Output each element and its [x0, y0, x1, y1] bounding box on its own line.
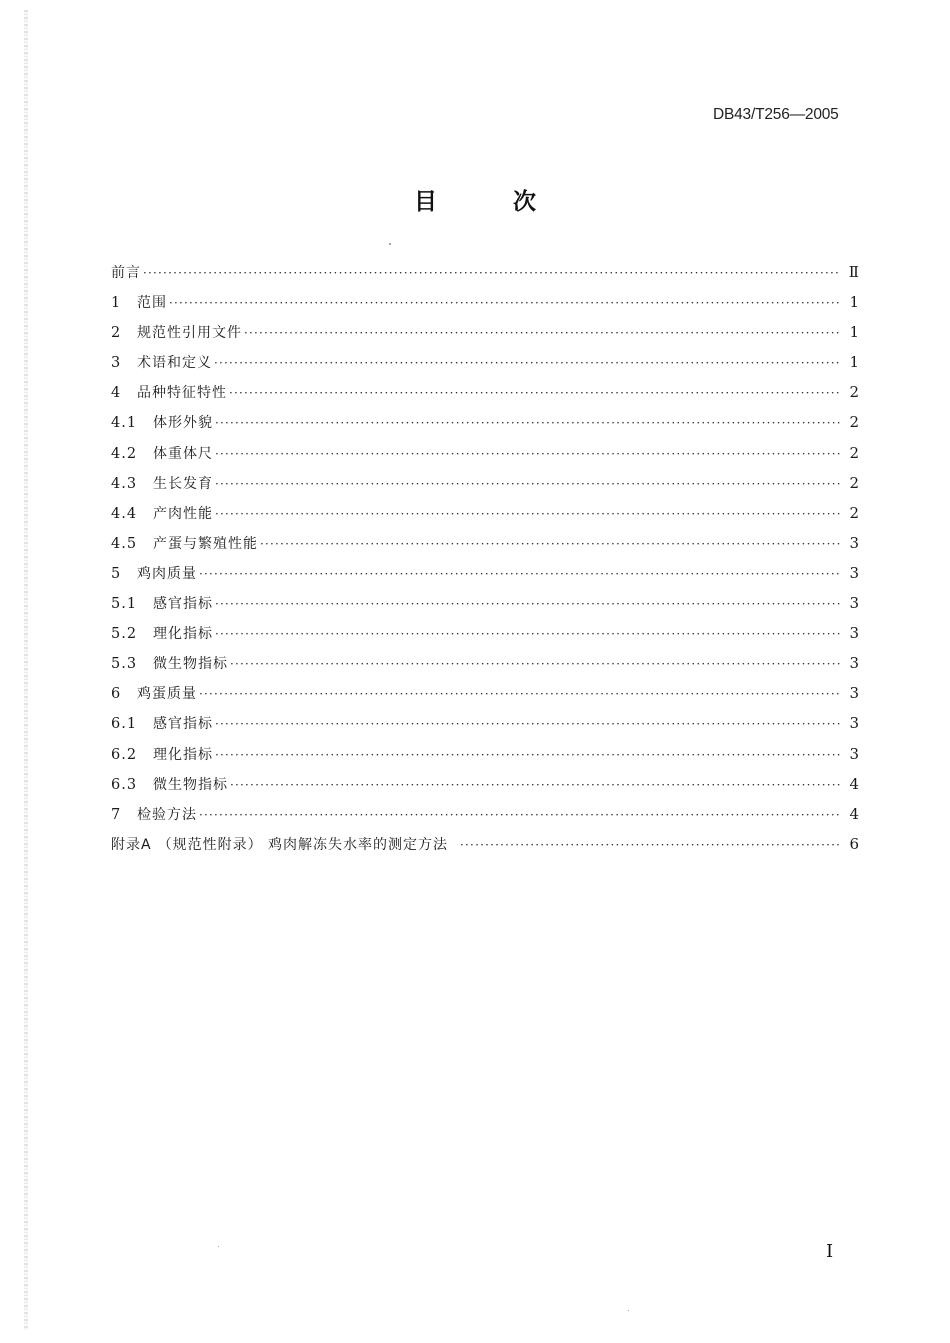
toc-entry-2[interactable]	[111, 322, 859, 352]
toc-label: 感官指标	[153, 716, 213, 733]
toc-label: 微生物指标	[153, 776, 228, 793]
toc-page: 4	[849, 804, 859, 823]
toc-label: 范围	[137, 295, 167, 312]
standard-code: DB43/T256—2005	[713, 106, 839, 123]
toc-page: 3	[849, 624, 859, 643]
toc-label: 生长发育	[153, 475, 213, 492]
toc-number: 4.2	[111, 445, 138, 462]
toc-entry-4-1[interactable]	[111, 412, 859, 442]
toc-entry-3[interactable]	[111, 352, 859, 382]
toc-entry-5-1[interactable]	[111, 593, 859, 623]
toc-entry-4-4[interactable]	[111, 503, 859, 533]
toc-label: 术语和定义	[137, 355, 212, 372]
toc-number: 6	[111, 686, 121, 703]
toc-page: Ⅱ	[848, 263, 859, 281]
scan-speck	[218, 1246, 219, 1247]
toc-label: 理化指标	[153, 746, 213, 763]
toc-number: 5.1	[111, 596, 138, 613]
toc-number: 6.2	[111, 746, 138, 763]
toc-number: 4.1	[111, 415, 138, 432]
toc-number: 4.3	[111, 475, 138, 492]
toc-leader-dots	[143, 266, 841, 280]
toc-entry-5-2[interactable]	[111, 623, 859, 653]
toc-entry-5[interactable]	[111, 563, 859, 593]
toc-label: 体形外貌	[153, 415, 213, 432]
toc-entry-6[interactable]	[111, 683, 859, 713]
toc-leader-dots	[230, 778, 841, 792]
toc-entry-6-1[interactable]	[111, 713, 859, 743]
toc-label: 产蛋与繁殖性能	[153, 535, 258, 552]
toc-page: 1	[849, 323, 859, 342]
toc-entry-4-2[interactable]	[111, 443, 859, 473]
toc-number: 6.3	[111, 776, 138, 793]
toc-page: 3	[849, 714, 859, 733]
toc-leader-dots	[215, 416, 841, 430]
toc-number: 4	[111, 385, 121, 402]
toc-page: 3	[849, 654, 859, 673]
toc-page: 4	[849, 774, 859, 793]
toc-label: 前言	[111, 265, 141, 281]
toc-leader-dots	[215, 447, 841, 461]
toc-label: （规范性附录） 鸡肉解冻失水率的测定方法	[157, 836, 449, 853]
toc-leader-dots	[260, 537, 841, 551]
toc-label: 鸡蛋质量	[137, 686, 197, 703]
scan-speck	[389, 243, 391, 245]
toc-page: 6	[849, 834, 859, 853]
toc-number: 5	[111, 565, 121, 582]
title-char-1: 目	[414, 189, 437, 215]
toc-entry-7[interactable]	[111, 804, 859, 834]
toc-entry-4[interactable]	[111, 382, 859, 412]
toc-page: 2	[849, 503, 859, 522]
toc-label: 微生物指标	[153, 656, 228, 673]
toc-page: 1	[849, 293, 859, 312]
toc-leader-dots	[215, 748, 841, 762]
toc-leader-dots	[199, 687, 841, 701]
toc-leader-dots	[244, 326, 841, 340]
toc-label: 鸡肉质量	[137, 565, 197, 582]
page-title	[0, 183, 950, 216]
page-number: I	[826, 1241, 834, 1262]
toc-entry-5-3[interactable]	[111, 653, 859, 683]
toc-page: 2	[849, 473, 859, 492]
toc-page: 3	[849, 684, 859, 703]
toc-entry-preface[interactable]	[111, 262, 859, 292]
toc-entry-6-2[interactable]	[111, 744, 859, 774]
toc-leader-dots	[215, 477, 841, 491]
toc-page: 3	[849, 563, 859, 582]
scan-speck	[628, 1310, 629, 1311]
toc-leader-dots	[199, 808, 841, 822]
toc-page: 1	[849, 353, 859, 372]
toc-entry-1[interactable]	[111, 292, 859, 322]
toc-leader-dots	[199, 567, 841, 581]
toc-label: 体重体尺	[153, 445, 213, 462]
toc-number: 4.5	[111, 535, 138, 552]
toc-entry-4-5[interactable]	[111, 533, 859, 563]
toc-leader-dots	[215, 507, 841, 521]
toc-page: 3	[849, 533, 859, 552]
toc-number: 附录A	[111, 836, 152, 853]
toc-label: 规范性引用文件	[137, 325, 242, 342]
toc-leader-dots	[169, 296, 841, 310]
toc-entry-4-3[interactable]	[111, 473, 859, 503]
toc-label: 感官指标	[153, 596, 213, 613]
toc-leader-dots	[215, 597, 841, 611]
toc-number: 7	[111, 806, 121, 823]
toc-page: 2	[849, 383, 859, 402]
toc-entry-6-3[interactable]	[111, 774, 859, 804]
table-of-contents	[111, 262, 859, 864]
toc-leader-dots	[215, 717, 841, 731]
toc-entry-appendix-a[interactable]	[111, 834, 859, 864]
toc-page: 2	[849, 443, 859, 462]
toc-number: 2	[111, 325, 121, 342]
toc-label: 理化指标	[153, 626, 213, 643]
toc-leader-dots	[215, 627, 841, 641]
toc-number: 5.2	[111, 626, 138, 643]
toc-leader-dots	[460, 838, 841, 852]
toc-label: 检验方法	[137, 806, 197, 823]
toc-label: 产肉性能	[153, 505, 213, 522]
toc-number: 4.4	[111, 505, 138, 522]
toc-leader-dots	[214, 356, 841, 370]
toc-leader-dots	[230, 657, 841, 671]
toc-page: 3	[849, 594, 859, 613]
toc-page: 2	[849, 413, 859, 432]
toc-number: 6.1	[111, 716, 138, 733]
toc-label: 品种特征特性	[137, 385, 227, 402]
toc-number: 3	[111, 355, 121, 372]
toc-number: 5.3	[111, 656, 138, 673]
title-char-2: 次	[513, 189, 536, 215]
toc-leader-dots	[229, 386, 841, 400]
toc-number: 1	[111, 295, 121, 312]
toc-page: 3	[849, 744, 859, 763]
